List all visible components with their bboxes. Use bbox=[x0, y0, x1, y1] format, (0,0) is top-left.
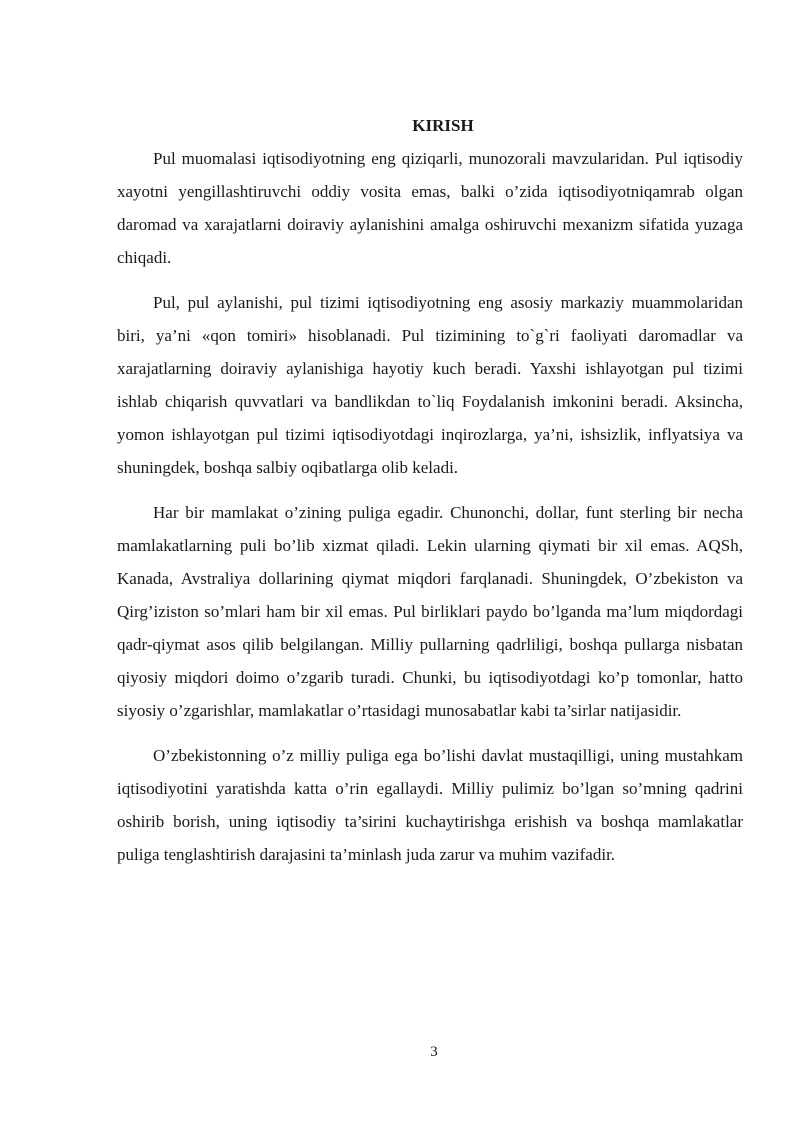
paragraph-2: Pul, pul aylanishi, pul tizimi iqtisodiyotning eng asosiy markaziy muammolaridan biri, ya’ni «qon tomiri» hisoblanadi. Pul tizimining to`g`ri faoliyati daromadlar va xarajatlarning doiraviy aylanishiga hayotiy kuch beradi. Yaxshi ishlayotgan pul tizimi ishlab chiqarish quvvatlari va bandlikdan to`liq Foydalanish imkonini beradi. Aksincha, yomon ishlayotgan pul tizimi iqtisodiyotdagi inqirozlarga, ya’ni, ishsizlik, inflyatsiya va shuningdek, boshqa salbiy oqibatlarga olib keladi. bbox=[117, 293, 743, 477]
page-title: KIRISH bbox=[412, 116, 474, 135]
paragraph-3: Har bir mamlakat o’zining puliga egadir. Chunonchi, dollar, funt sterling bir necha mamlakatlarning puli bo’lib xizmat qiladi. Lekin ularning qiymati bir xil emas. AQSh, Kanada, Avstraliya dollarining qiymat miqdori farqlanadi. Shuningdek, O’zbekiston va Qirg’iziston so’mlari ham bir xil emas. Pul birliklari paydo bo’lganda ma’lum miqdordagi qadr-qiymat asos qilib belgilangan. Milliy pullarning qadrliligi, boshqa pullarga nisbatan qiyosiy miqdori doimo o’zgarib turadi. Chunki, bu iqtisodiyotdagi ko’p tomonlar, hatto siyosiy o’zgarishlar, mamlakatlar o’rtasidagi munosabatlar kabi ta’sirlar natijasidir. bbox=[117, 503, 743, 720]
paragraph-1: Pul muomalasi iqtisodiyotning eng qiziqarli, munozorali mavzularidan. Pul iqtisodiy xayotni yengillashtiruvchi oddiy vosita emas, balki o’zida iqtisodiyotniqamrab olgan daromad va xarajatlarni doiraviy aylanishini amalga oshiruvchi mexanizm sifatida yuzaga chiqadi. bbox=[117, 149, 743, 267]
paragraph-4: O’zbekistonning o’z milliy puliga ega bo’lishi davlat mustaqilligi, uning mustahkam iqtisodiyotini yaratishda katta o’rin egallaydi. Milliy pulimiz bo’lgan so’mning qadrini oshirib borish, uning iqtisodiy ta’sirini kuchaytirishga erishish va boshqa mamlakatlar puliga tenglashtirish darajasini ta’minlash juda zarur va muhim vazifadir. bbox=[117, 746, 743, 864]
document-page bbox=[117, 112, 743, 883]
page-number: 3 bbox=[430, 1044, 438, 1060]
